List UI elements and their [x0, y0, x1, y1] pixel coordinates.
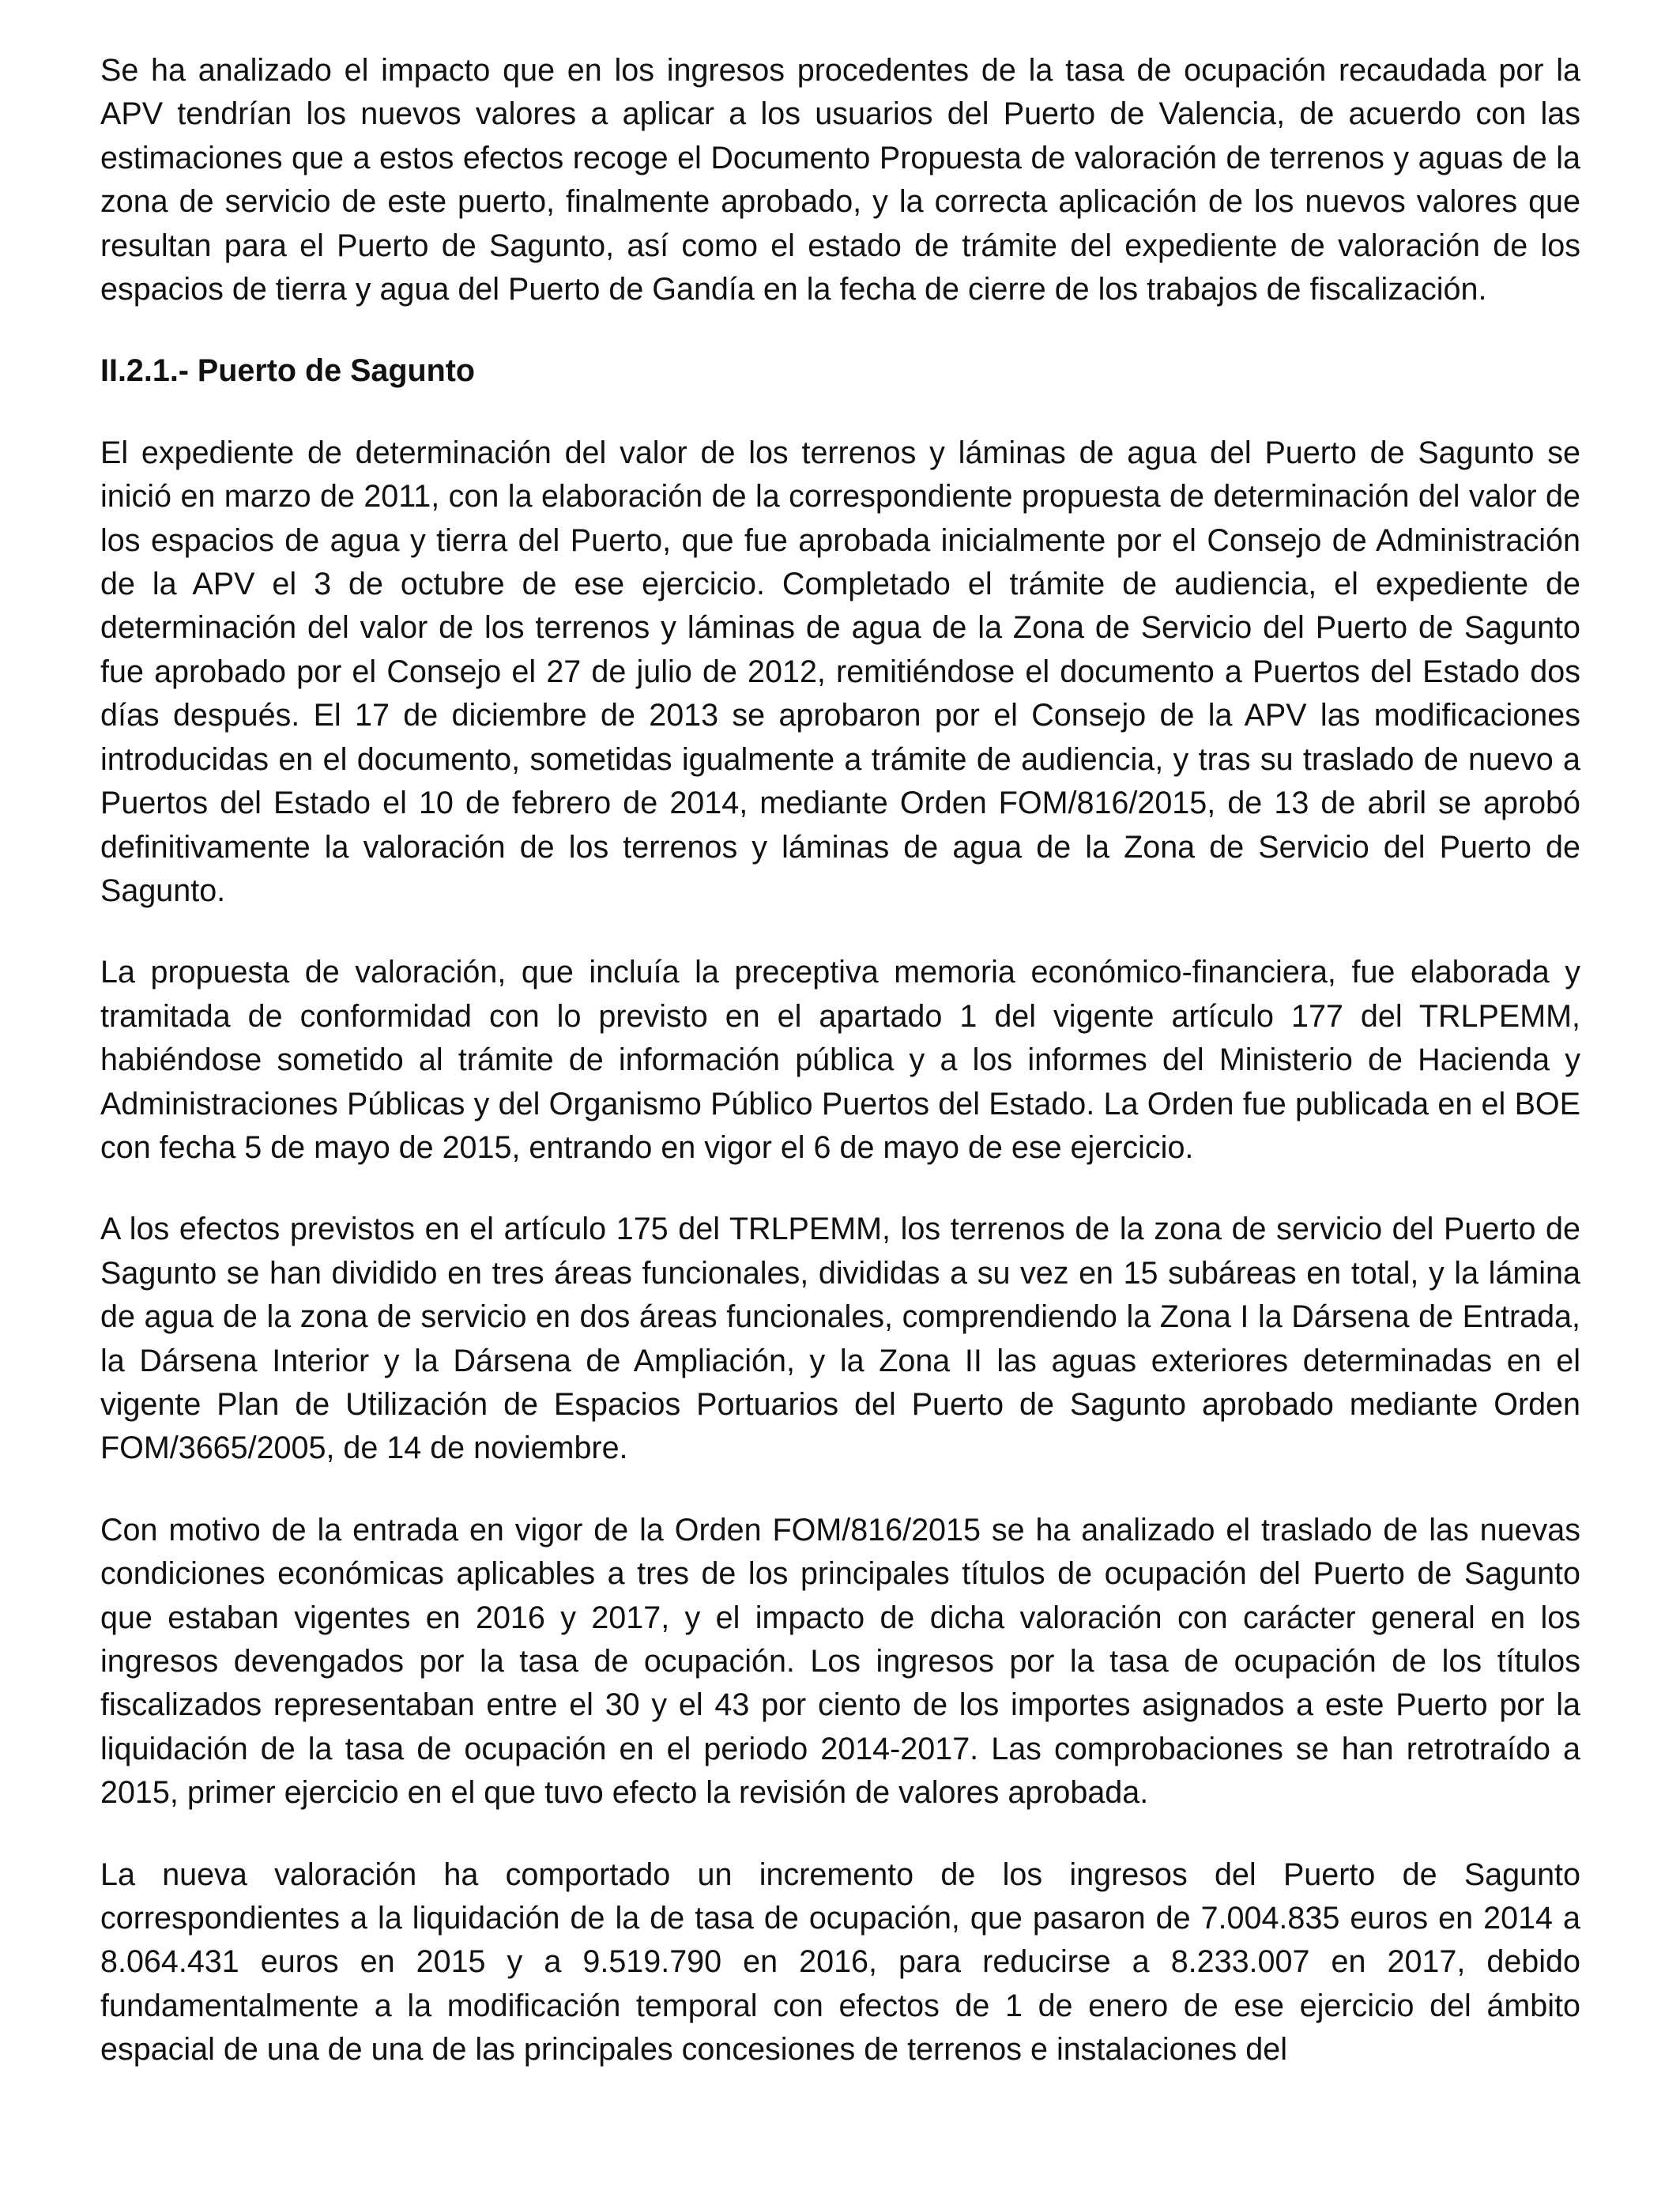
body-paragraph-4: Con motivo de la entrada en vigor de la Orden FOM/816/2015 se ha analizado el traslado de las nuevas condiciones económicas aplicables a tres de los principales títulos de ocupación del Puerto de Sagunto que estaban vigentes en 2016 y 2017, y el impacto de dicha valoración con carácter general en los ingresos devengados por la tasa de ocupación. Los ingresos por la tasa de ocupación de los títulos fiscalizados representaban entre el 30 y el 43 por ciento de los importes asignados a este Puerto por la liquidación de la tasa de ocupación en el periodo 2014-2017. Las comprobaciones se han retrotraído a 2015, primer ejercicio en el que tuvo efecto la revisión de valores aprobada. — [100, 1512, 1580, 1811]
body-paragraph-3: A los efectos previstos en el artículo 175 del TRLPEMM, los terrenos de la zona de servicio del Puerto de Sagunto se han dividido en tres áreas funcionales, divididas a su vez en 15 subáreas en total, y la lámina de agua de la zona de servicio en dos áreas funcionales, comprendiendo la Zona I la Dársena de Entrada, la Dársena Interior y la Dársena de Ampliación, y la Zona II las aguas exteriores determinadas en el vigente Plan de Utilización de Espacios Portuarios del Puerto de Sagunto aprobado mediante Orden FOM/3665/2005, de 14 de noviembre. — [100, 1212, 1580, 1466]
body-paragraph-5: La nueva valoración ha comportado un incremento de los ingresos del Puerto de Sagunto correspondientes a la liquidación de la de tasa de ocupación, que pasaron de 7.004.835 euros en 2014 a 8.064.431 euros en 2015 y a 9.519.790 en 2016, para reducirse a 8.233.007 en 2017, debido fundamentalmente a la modificación temporal con efectos de 1 de enero de ese ejercicio del ámbito espacial de una de una de las principales concesiones de terrenos e instalaciones del — [100, 1857, 1580, 2068]
body-paragraph-1: El expediente de determinación del valor de los terrenos y láminas de agua del Puerto de Sagunto se inició en marzo de 2011, con la elaboración de la correspondiente propuesta de determinación del valor de los espacios de agua y tierra del Puerto, que fue aprobada inicialmente por el Consejo de Administración de la APV el 3 de octubre de ese ejercicio. Completado el trámite de audiencia, el expediente de determinación del valor de los terrenos y láminas de agua de la Zona de Servicio del Puerto de Sagunto fue aprobado por el Consejo el 27 de julio de 2012, remitiéndose el documento a Puertos del Estado dos días después. El 17 de diciembre de 2013 se aprobaron por el Consejo de la APV las modificaciones introducidas en el documento, sometidas igualmente a trámite de audiencia, y tras su traslado de nuevo a Puertos del Estado el 10 de febrero de 2014, mediante Orden FOM/816/2015, de 13 de abril se aprobó definitivamente la valoración de los terrenos y láminas de agua de la Zona de Servicio del Puerto de Sagunto. — [100, 435, 1580, 908]
section-heading: II.2.1.- Puerto de Sagunto — [100, 353, 476, 389]
document-page — [100, 49, 1580, 2110]
body-paragraph-2: La propuesta de valoración, que incluía la preceptiva memoria económico-financiera, fue elaborada y tramitada de conformidad con lo previsto en el apartado 1 del vigente artículo 177 del TRLPEMM, habiéndose sometido al trámite de información pública y a los informes del Ministerio de Hacienda y Administraciones Públicas y del Organismo Público Puertos del Estado. La Orden fue publicada en el BOE con fecha 5 de mayo de 2015, entrando en vigor el 6 de mayo de ese ejercicio. — [100, 955, 1580, 1165]
intro-paragraph: Se ha analizado el impacto que en los ingresos procedentes de la tasa de ocupación recaudada por la APV tendrían los nuevos valores a aplicar a los usuarios del Puerto de Valencia, de acuerdo con las estimaciones que a estos efectos recoge el Documento Propuesta de valoración de terrenos y aguas de la zona de servicio de este puerto, finalmente aprobado, y la correcta aplicación de los nuevos valores que resultan para el Puerto de Sagunto, así como el estado de trámite del expediente de valoración de los espacios de tierra y agua del Puerto de Gandía en la fecha de cierre de los trabajos de fiscalización. — [100, 53, 1580, 307]
